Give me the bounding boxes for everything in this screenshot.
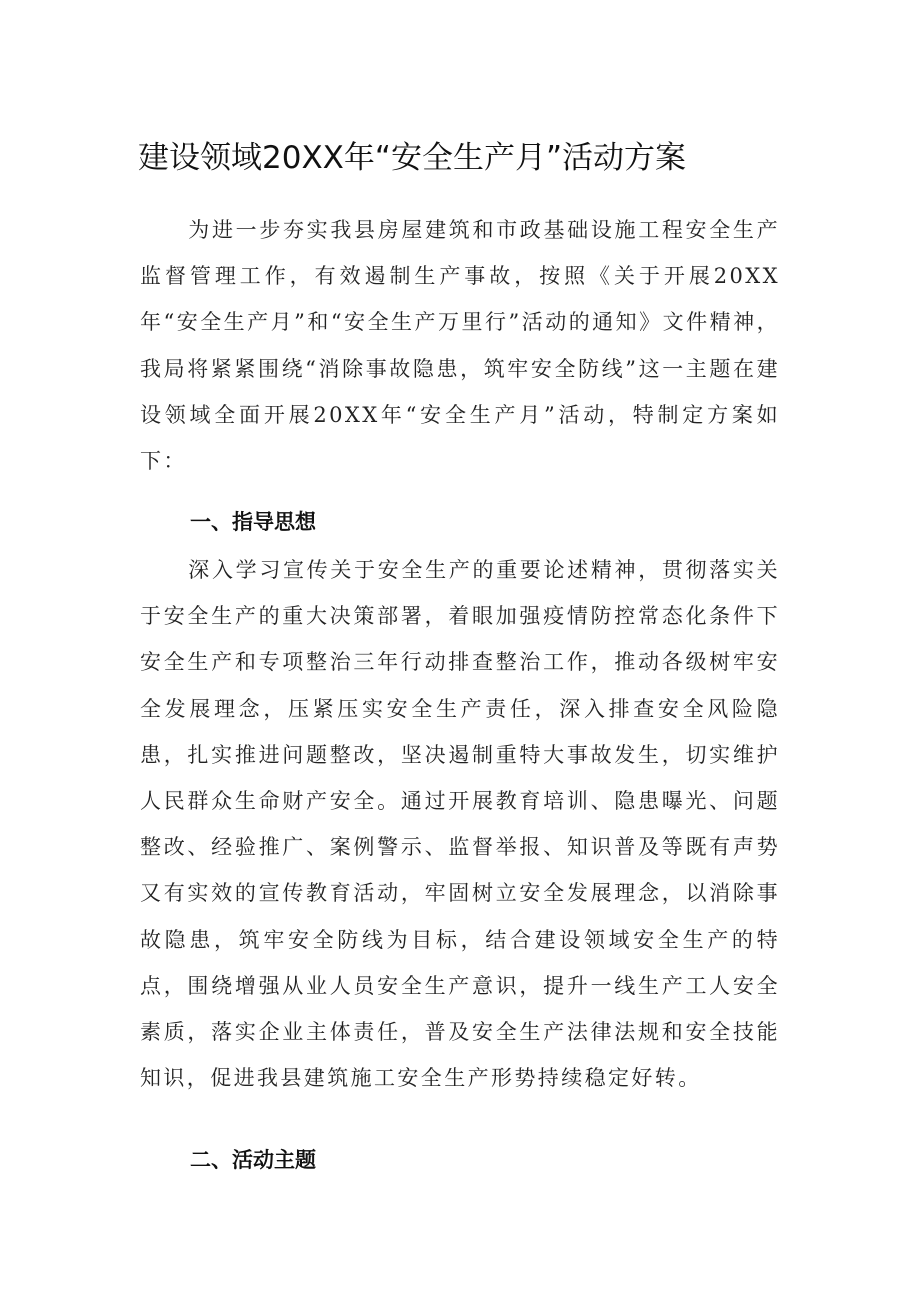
guiding-ideology-paragraph	[140, 547, 780, 1101]
section-heading-activity-theme: 二、活动主题	[190, 1148, 316, 1172]
document-title: 建设领域20XX年“安全生产月”活动方案	[138, 140, 687, 176]
intro-paragraph	[140, 207, 780, 484]
intro-text: 为进一步夯实我县房屋建筑和市政基础设施工程安全生产监督管理工作，有效遏制生产事故，按照《关于开展20XX年“安全生产月”和“安全生产万里行”活动的通知》文件精神，我局将紧紧围绕“消除事故隐患，筑牢安全防线”这一主题在建设领域全面开展20XX年“安全生产月”活动，特制定方案如下：	[140, 218, 780, 474]
section-heading-guiding-ideology: 一、指导思想	[190, 510, 316, 534]
guiding-ideology-text: 深入学习宣传关于安全生产的重要论述精神，贯彻落实关于安全生产的重大决策部署，着眼加强疫情防控常态化条件下安全生产和专项整治三年行动排查整治工作，推动各级树牢安全发展理念，压紧压实安全生产责任，深入排查安全风险隐患，扎实推进问题整改，坚决遏制重特大事故发生，切实维护人民群众生命财产安全。通过开展教育培训、隐患曝光、问题整改、经验推广、案例警示、监督举报、知识普及等既有声势又有实效的宣传教育活动，牢固树立安全发展理念，以消除事故隐患，筑牢安全防线为目标，结合建设领域安全生产的特点，围绕增强从业人员安全生产意识，提升一线生产工人安全素质，落实企业主体责任，普及安全生产法律法规和安全技能知识，促进我县建筑施工安全生产形势持续稳定好转。	[140, 558, 780, 1091]
